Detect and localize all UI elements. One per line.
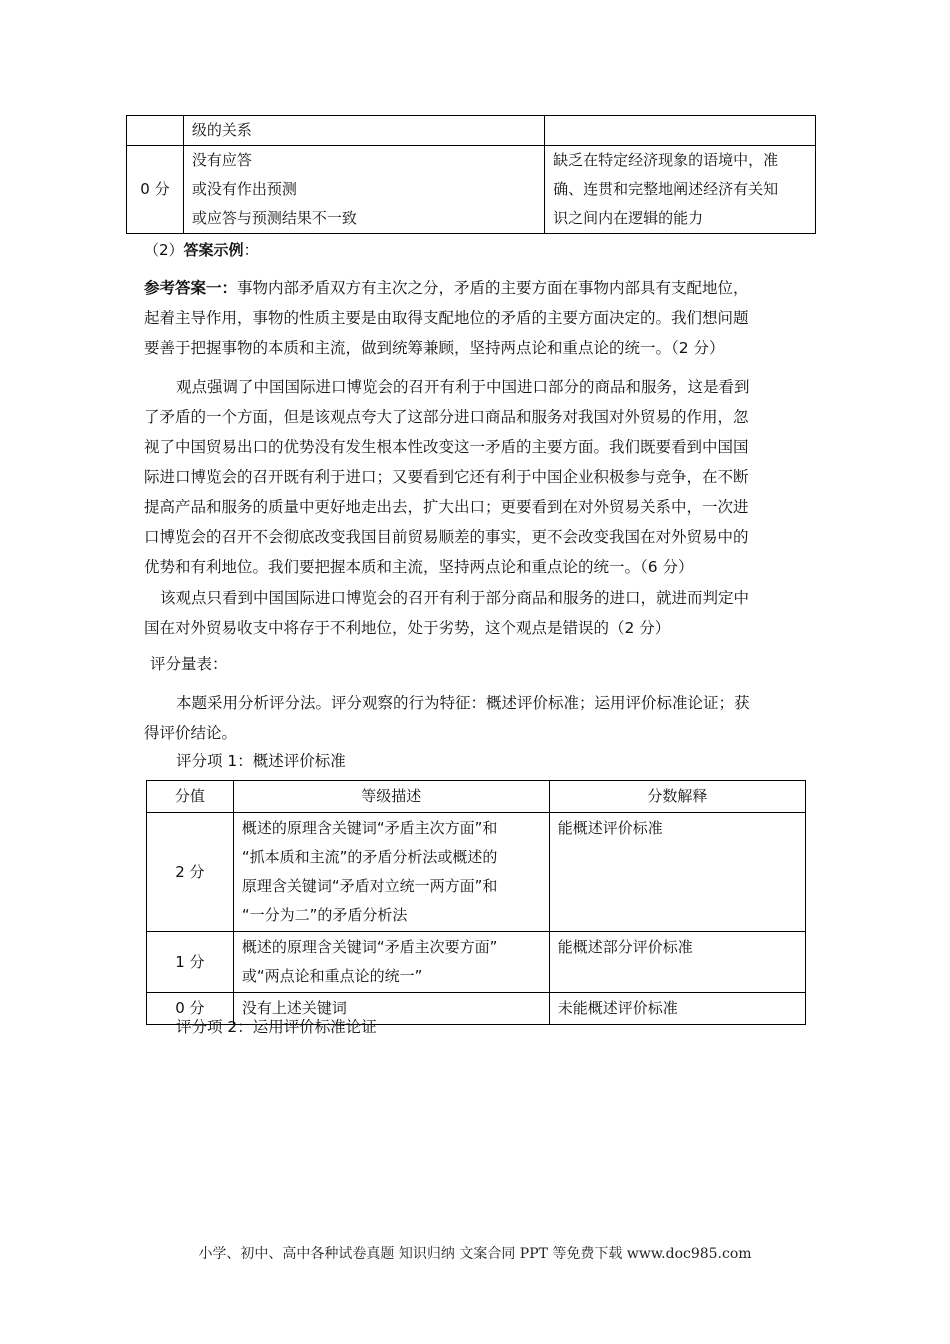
method-paragraph: 本题采用分析评分法。评分观察的行为特征：概述评价标准；运用评价标准论证；获 得评价结论。 (144, 694, 750, 742)
top-rubric-table (126, 115, 816, 234)
column-header: 等级描述 (233, 781, 549, 813)
score-cell: 0 分 (147, 993, 234, 1025)
desc-cell: 概述的原理含关键词“矛盾主次方面”和 “抓本质和主流”的矛盾分析法或概述的 原理含关键词“矛盾对立统一两方面”和 “一分为二”的矛盾分析法 (233, 813, 549, 932)
table-row (127, 146, 816, 234)
score-cell (127, 116, 184, 146)
column-header: 分值 (147, 781, 234, 813)
desc-cell: 没有应答 或没有作出预测 或应答与预测结果不一致 (183, 146, 544, 234)
explain-cell: 未能概述评价标准 (549, 993, 805, 1025)
scoring-item-1-heading: 评分项 1：概述评价标准 (176, 752, 346, 770)
page-footer: 小学、初中、高中各种试卷真题 知识归纳 文案合同 PPT 等免费下载 www.doc985.com (198, 1246, 752, 1262)
scale-heading: 评分量表： (150, 655, 228, 673)
column-header: 分数解释 (549, 781, 805, 813)
scoring-table (146, 780, 806, 1025)
desc-cell: 没有上述关键词 (233, 993, 549, 1025)
section-heading: （2）答案示例： (144, 241, 259, 259)
score-cell: 1 分 (147, 932, 234, 993)
scoring-item-2-heading: 评分项 2：运用评价标准论证 (176, 1018, 377, 1036)
table-row (147, 813, 806, 932)
explain-cell: 缺乏在特定经济现象的语境中，准 确、连贯和完整地阐述经济有关知 识之间内在逻辑的能力 (545, 146, 816, 234)
answer-label: 参考答案一： (144, 279, 238, 297)
score-cell: 2 分 (147, 813, 234, 932)
desc-cell: 概述的原理含关键词“矛盾主次要方面” 或“两点论和重点论的统一” (233, 932, 549, 993)
answer-paragraph-3: 该观点只看到中国国际进口博览会的召开有利于部分商品和服务的进口，就进而判定中 国在对外贸易收支中将存于不利地位，处于劣势，这个观点是错误的（2 分） (144, 589, 750, 637)
explain-cell: 能概述评价标准 (549, 813, 805, 932)
desc-cell: 级的关系 (183, 116, 544, 146)
table-row (127, 116, 816, 146)
explain-cell (545, 116, 816, 146)
answer-paragraph-2: 观点强调了中国国际进口博览会的召开有利于中国进口部分的商品和服务，这是看到 了矛盾的一个方面，但是该观点夸大了这部分进口商品和服务对我国对外贸易的作用，忽 视了中国贸易出口的优势没有发生根本性改变这一矛盾的主要方面。我们既要看到中国国 际进口博览会的召开既有利于进口；又要看到它还有利于中国企业积极参与竞争，在不断 提高产品和服务的质量中更好地走出去，扩大出口；更要看到在对外贸易关系中，一次进 口博览会的召开不会彻底改变我国目前贸易顺差的事实，更不会改变我国在对外贸易中的 优势和有利地位。我们要把握本质和主流，坚持两点论和重点论的统一。（6 分） (144, 378, 750, 576)
explain-cell: 能概述部分评价标准 (549, 932, 805, 993)
score-cell: 0 分 (127, 146, 184, 234)
table-row (147, 932, 806, 993)
table-header-row (147, 781, 806, 813)
answer-paragraph-1: 参考答案一：事物内部矛盾双方有主次之分，矛盾的主要方面在事物内部具有支配地位， 起着主导作用，事物的性质主要是由取得支配地位的矛盾的主要方面决定的。我们想问题 要善于把握事物的本质和主流，做到统筹兼顾，坚持两点论和重点论的统一。（2 分） (144, 279, 749, 357)
